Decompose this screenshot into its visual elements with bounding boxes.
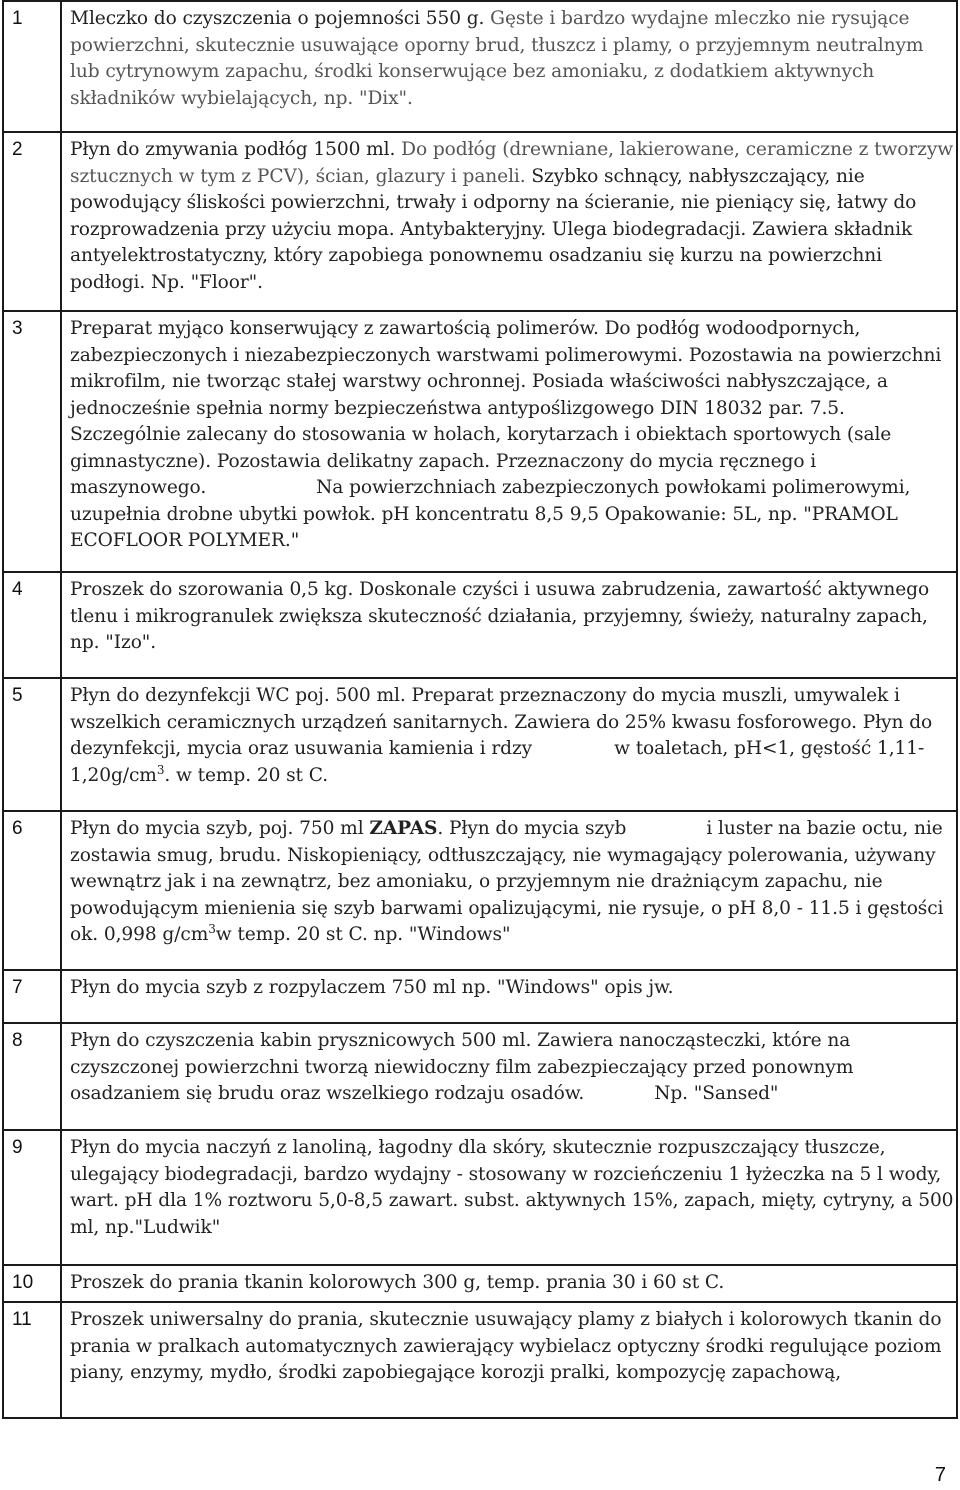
row-number: 6: [3, 811, 61, 970]
item-details: Do podłóg wodoodpornych, zabezpieczonych i niezabezpieczonych warstwami polimerowymi. Pozostawia na powierzchni mikrofilm, nie tworząc stałej warstwy ochronnej. Posiada właściwości nabłyszczające, a jednocześnie spełnia normy bezpieczeństwa antypoślizgowego DIN 18032 par. 7.5. Szczególnie zalecany do stosowania w holach, korytarzach i obiektach sportowych (sale gimnastyczne). Pozostawia delikatny zapach. Przeznaczony do mycia ręcznego i maszynowego.: [70, 318, 942, 498]
row-description: [61, 1, 957, 132]
row-description: [61, 572, 957, 678]
row-number: 2: [3, 132, 61, 311]
item-name: Płyn do mycia szyb, poj. 750 ml: [70, 818, 370, 839]
row-description: [61, 1302, 957, 1418]
item-details: Gęste i bardzo wydajne mleczko nie rysujące powierzchni, skutecznie usuwające oporny brud, tłuszcz i plamy, o przyjemnym neutralnym lub cytrynowym zapachu, środki konserwujące bez amoniaku, z dodatkiem aktywnych składników wybielających, np. "Dix".: [70, 8, 924, 109]
table-row: [3, 1, 957, 132]
row-description: [61, 1023, 957, 1130]
superscript: 3: [208, 921, 216, 936]
item-details: . Płyn do mycia szyb: [437, 818, 627, 839]
page-number: 7: [934, 1464, 946, 1486]
row-number: 10: [3, 1265, 61, 1302]
row-description: [61, 678, 957, 811]
item-details: Preparat przeznaczony do mycia muszli, umywalek i wszelkich ceramicznych urządzeń sanitarnych. Zawiera do 25% kwasu fosforowego. Płyn do dezynfekcji, mycia oraz usuwania kamienia i rdzy: [70, 685, 933, 759]
item-name: Proszek uniwersalny do prania, skutecznie usuwający plamy z białych i kolorowych tkanin do prania w pralkach automatycznych zawierający wybielacz optyczny środki regulujące poziom piany, enzymy, mydło, środki zapobiegające korozji pralki, kompozycję zapachową,: [70, 1309, 942, 1383]
row-description: [61, 811, 957, 970]
item-usage: Do podłóg (drewniane, lakierowane, ceramiczne z tworzyw sztucznych w tym z PCV), ścian, glazury i paneli.: [70, 139, 954, 187]
item-name: Płyn do mycia naczyń z lanoliną, łagodny dla skóry, skutecznie rozpuszczający tłuszcze, ulegający biodegradacji, bardzo wydajny - stosowany w rozcieńczeniu 1 łyżeczka na 5 l wody, wart. pH dla 1% roztworu 5,0-8,5 zawart. subst. aktywnych 15%, zapach, mięty, cytryny, a 500 ml, np."Ludwik": [70, 1137, 954, 1238]
row-number: 8: [3, 1023, 61, 1130]
item-name: Płyn do zmywania podłóg 1500 ml.: [70, 139, 396, 160]
table-row: [3, 678, 957, 811]
item-name: Proszek do szorowania 0,5 kg.: [70, 579, 354, 600]
row-description: [61, 970, 957, 1023]
table-row: [3, 311, 957, 572]
item-details-2: Na powierzchniach zabezpieczonych powłokami polimerowymi, uzupełnia drobne ubytki powłok. pH koncentratu 8,5 9,5 Opakowanie: 5L, np. "PRAMOL ECOFLOOR POLYMER.": [70, 477, 911, 551]
products-table: [2, 0, 958, 1419]
item-name: Proszek do prania tkanin kolorowych 300 g, temp. prania 30 i 60 st C.: [70, 1272, 725, 1293]
item-name: Preparat myjąco konserwujący z zawartością polimerów.: [70, 318, 599, 339]
row-number: 9: [3, 1130, 61, 1265]
row-number: 3: [3, 311, 61, 572]
item-details-3: . w temp. 20 st C.: [164, 764, 329, 786]
row-description: [61, 1265, 957, 1302]
table-row: [3, 572, 957, 678]
item-details-3: w temp. 20 st C. np. "Windows": [215, 924, 511, 945]
row-number: 11: [3, 1302, 61, 1418]
item-name: Mleczko do czyszczenia o pojemności 550 g.: [70, 8, 485, 29]
table-row: [3, 132, 957, 311]
row-number: 5: [3, 678, 61, 811]
item-details-2: w toaletach, pH<1, gęstość 1,11-1,20g/cm: [70, 738, 925, 786]
item-details-2: i luster na bazie octu, nie zostawia smug, brudu. Niskopieniący, odtłuszczający, nie wymagający polerowania, używany wewnątrz jak i na zewnątrz, bez amoniaku, o przyjemnym nie drażniącym zapachu, nie powodującym mienienia się szyb barwami opalizującymi, nie rysuje, o pH 8,0 - 11.5 i gęstości ok. 0,998 g/cm: [70, 818, 944, 945]
item-details: Szybko schnący, nabłyszczający, nie powodujący śliskości powierzchni, trwały i odporny na ścieranie, nie pieniący się, łatwy do rozprowadzenia przy użyciu mopa. Antybakteryjny. Ulega biodegradacji. Zawiera składnik antyelektrostatyczny, który zapobiega ponownemu osadzaniu się kurzu na powierzchni podłogi. Np. "Floor".: [70, 165, 917, 293]
row-description: [61, 1130, 957, 1265]
row-description: [61, 311, 957, 572]
row-description: [61, 132, 957, 311]
table-row: [3, 1130, 957, 1265]
row-number: 1: [3, 1, 61, 132]
item-name-bold: ZAPAS: [369, 818, 438, 839]
table-row: [3, 1302, 957, 1418]
item-details: Doskonale czyści i usuwa zabrudzenia, zawartość aktywnego tlenu i mikrogranulek zwiększa skuteczność działania, przyjemny, świeży, naturalny zapach, np. "Izo".: [70, 579, 930, 653]
table-row: [3, 811, 957, 970]
item-name: Płyn do dezynfekcji WC poj. 500 ml.: [70, 685, 406, 706]
row-number: 4: [3, 572, 61, 678]
table-row: [3, 1265, 957, 1302]
row-number: 7: [3, 970, 61, 1023]
table-row: [3, 970, 957, 1023]
item-name: Płyn do czyszczenia kabin prysznicowych 500 ml. Zawiera nanocząsteczki, które na czyszczonej powierzchni tworzą niewidoczny film zabezpieczający przed ponownym osadzaniem się brudu oraz wszelkiego rodzaju osadów.: [70, 1030, 854, 1104]
item-details: Np. "Sansed": [654, 1083, 779, 1104]
table-row: [3, 1023, 957, 1130]
item-name: Płyn do mycia szyb z rozpylaczem 750 ml np. "Windows" opis jw.: [70, 977, 674, 998]
superscript: 3: [156, 762, 165, 777]
